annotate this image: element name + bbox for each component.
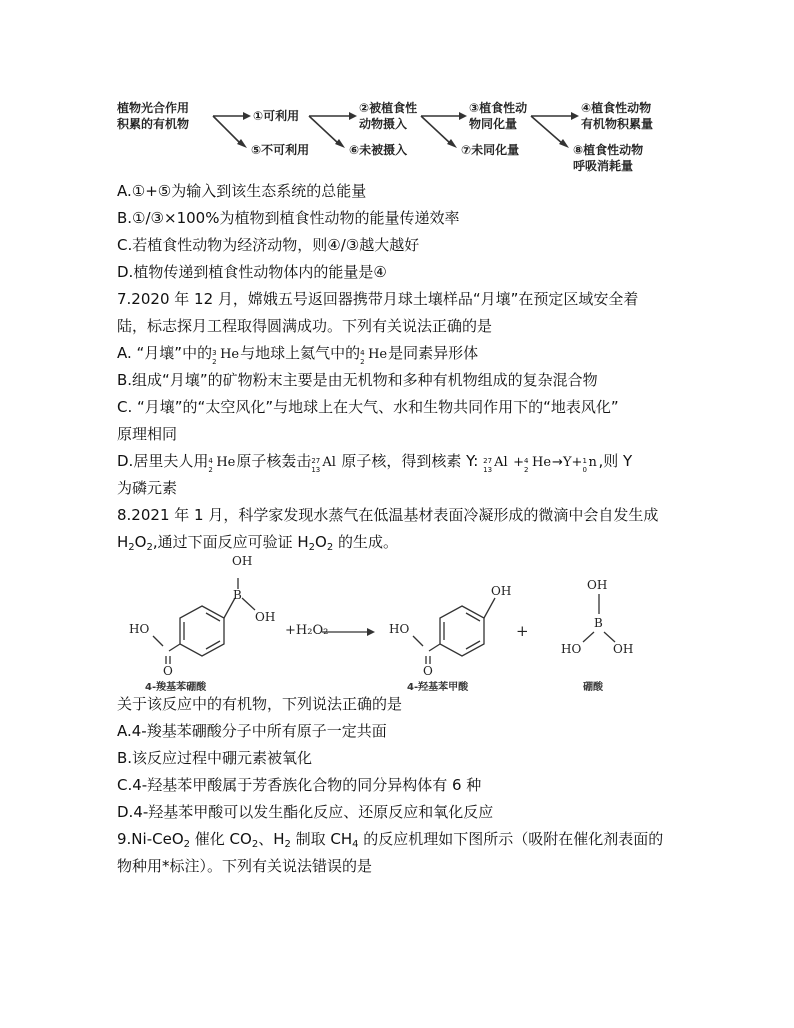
q7-a-text: 是同素异形体 <box>388 344 479 362</box>
diagram-box-7: ⑦未同化量 <box>461 143 520 157</box>
q9-text: 催化 CO <box>190 830 252 848</box>
q6-option-a: A.①+⑤为输入到该生态系统的总能量 <box>117 182 367 200</box>
q8-option-c: C.4-羟基苯甲酸属于芳香族化合物的同分异构体有 6 种 <box>117 776 482 794</box>
q8-sub: 2 <box>128 542 135 553</box>
boron-label: B <box>594 616 603 630</box>
q9-sub: 2 <box>251 839 259 850</box>
he4-isotope <box>208 452 236 474</box>
q7-option-d-line2: 为磷元素 <box>117 479 178 497</box>
diagram-text: ②被植食性 <box>359 101 418 115</box>
q8-text: O <box>315 533 327 551</box>
he4-isotope <box>360 344 388 366</box>
diagram-text: 植物光合作用 <box>117 101 190 115</box>
plus-sign: + <box>513 455 525 470</box>
o-label: O <box>163 664 173 678</box>
q8-sub: 2 <box>308 542 316 553</box>
atomic-number: 0 <box>582 466 587 474</box>
q8-option-a: A.4-羧基苯硼酸分子中所有原子一定共面 <box>117 722 387 740</box>
energy-flow-diagram <box>117 96 687 173</box>
diagram-text: ③植食性动 <box>469 101 528 115</box>
q7-d-text: 原子核，得到核素 Y: <box>341 452 479 470</box>
oh-label: OH <box>232 554 253 568</box>
element-y: Y <box>562 455 572 470</box>
ho-label: HO <box>561 642 582 656</box>
al27-isotope <box>311 452 341 474</box>
q9-text: 9.Ni-CeO <box>117 830 184 848</box>
q8-stem-line1: 8.2021 年 1 月，科学家发现水蒸气在低温基材表面冷凝形成的微滴中会自发生成 <box>117 506 659 524</box>
q9-text: 的反应机理如下图所示（吸附在催化剂表面的 <box>358 830 664 848</box>
diagram-text: ④植食性动物 <box>581 101 652 115</box>
element-symbol: Al <box>494 455 508 470</box>
neutron <box>582 452 598 474</box>
mass-number: 4 <box>360 349 365 357</box>
element-symbol: He <box>532 455 552 470</box>
he3-isotope <box>212 344 240 366</box>
diagram-text: 呼吸消耗量 <box>573 159 634 173</box>
diagram-box-6: ⑥未被摄入 <box>349 143 408 157</box>
q8-question: 关于该反应中的有机物，下列说法正确的是 <box>117 695 403 713</box>
q7-d-text: 原子核轰击 <box>236 452 312 470</box>
q7-option-c-line2: 原理相同 <box>117 425 178 443</box>
q9-sub: 2 <box>284 839 291 850</box>
diagram-box-8 <box>573 142 643 174</box>
al27-isotope-eq <box>483 452 513 474</box>
q9-stem-line1 <box>117 828 663 856</box>
q7-option-b: B.组成“月壤”的矿物粉末主要是由无机物和多种有机物组成的复杂混合物 <box>117 371 598 389</box>
caption-4-carboxyphenylboronic-acid: 4-羧基苯硼酸 <box>145 682 207 693</box>
reaction-scheme <box>117 556 677 691</box>
atomic-number: 2 <box>360 358 365 366</box>
q6-option-b: B.①/③×100%为植物到植食性动物的能量传递效率 <box>117 209 460 227</box>
q8-option-b: B.该反应过程中硼元素被氧化 <box>117 749 313 767</box>
atomic-number: 13 <box>483 466 493 474</box>
element-symbol: He <box>220 347 240 362</box>
diagram-text: 物同化量 <box>469 117 518 131</box>
plus-sign: + <box>571 455 583 470</box>
diagram-text: 动物摄入 <box>359 117 408 131</box>
diagram-text: 积累的有机物 <box>117 117 190 131</box>
diagram-box-3 <box>469 100 527 132</box>
q7-option-d-line1 <box>117 450 632 474</box>
element-symbol: Al <box>322 455 336 470</box>
atomic-number: 2 <box>212 358 217 366</box>
atomic-number: 2 <box>524 466 529 474</box>
diagram-box-start <box>117 100 189 132</box>
mass-number: 4 <box>208 457 213 465</box>
mass-number: 3 <box>212 349 217 357</box>
q8-text: O <box>134 533 147 551</box>
ho-label: HO <box>129 622 150 636</box>
q8-text: 的生成。 <box>333 533 399 551</box>
q8-sub: 2 <box>326 542 334 553</box>
oh-label: OH <box>613 642 634 656</box>
oh-label: OH <box>587 578 608 592</box>
q8-text: H <box>117 533 129 551</box>
q9-text: 、H <box>258 830 285 848</box>
q7-option-c-line1: C. “月壤”的“太空风化”与地球上在大气、水和生物共同作用下的“地表风化” <box>117 398 619 416</box>
reaction-arrow: → <box>552 455 563 470</box>
mass-number: 4 <box>524 457 529 465</box>
mass-number: 27 <box>483 457 493 465</box>
diagram-text: ⑧植食性动物 <box>573 143 644 157</box>
q9-text: 制取 CH <box>290 830 353 848</box>
atomic-number: 13 <box>311 466 321 474</box>
q6-option-d: D.植物传递到植食性动物体内的能量是④ <box>117 263 387 281</box>
plus-h2o2-label: +H₂O₂ <box>285 623 329 638</box>
diagram-box-1: ①可利用 <box>253 109 300 123</box>
ho-label: HO <box>389 622 410 636</box>
atomic-number: 2 <box>208 466 213 474</box>
oh-label: OH <box>255 610 276 624</box>
q9-stem-line2: 物种用*标注）。下列有关说法错误的是 <box>117 857 373 875</box>
q7-a-text: A. “月壤”中的 <box>117 344 213 362</box>
arrowhead <box>367 628 375 636</box>
q7-stem-line2: 陆，标志探月工程取得圆满成功。下列有关说法正确的是 <box>117 317 493 335</box>
mass-number: 1 <box>582 457 587 465</box>
o-label: O <box>423 664 433 678</box>
q8-text: ,通过下面反应可验证 H <box>152 533 309 551</box>
q8-sub: 2 <box>146 542 153 553</box>
boron-label: B <box>233 588 242 602</box>
plus-label: + <box>516 622 529 640</box>
q9-sub: 2 <box>183 839 190 850</box>
q6-option-c: C.若植食性动物为经济动物，则④/③越大越好 <box>117 236 420 254</box>
diagram-box-5: ⑤不可利用 <box>251 143 310 157</box>
q8-option-d: D.4-羟基苯甲酸可以发生酯化反应、还原反应和氧化反应 <box>117 803 494 821</box>
oh-label: OH <box>491 584 512 598</box>
mass-number: 27 <box>311 457 321 465</box>
q9-sub: 4 <box>352 839 359 850</box>
element-symbol: n <box>588 455 597 470</box>
diagram-text: 有机物积累量 <box>581 117 654 131</box>
diagram-box-2 <box>359 100 417 132</box>
he4-isotope-eq <box>524 452 552 474</box>
q7-a-text: 与地球上氦气中的 <box>240 344 361 362</box>
q7-stem-line1: 7.2020 年 12 月，嫦娥五号返回器携带月球土壤样品“月壤”在预定区域安全着 <box>117 290 639 308</box>
element-symbol: He <box>216 455 236 470</box>
caption-4-hydroxybenzoic-acid: 4-羟基苯甲酸 <box>407 682 469 693</box>
element-symbol: He <box>368 347 388 362</box>
q7-d-text: D.居里夫人用 <box>117 452 209 470</box>
diagram-box-4 <box>581 100 653 132</box>
caption-boric-acid: 硼酸 <box>583 682 603 693</box>
q7-option-a <box>117 342 478 364</box>
q8-stem-line2 <box>117 531 398 559</box>
q7-d-text: ,则 Y <box>598 452 633 470</box>
